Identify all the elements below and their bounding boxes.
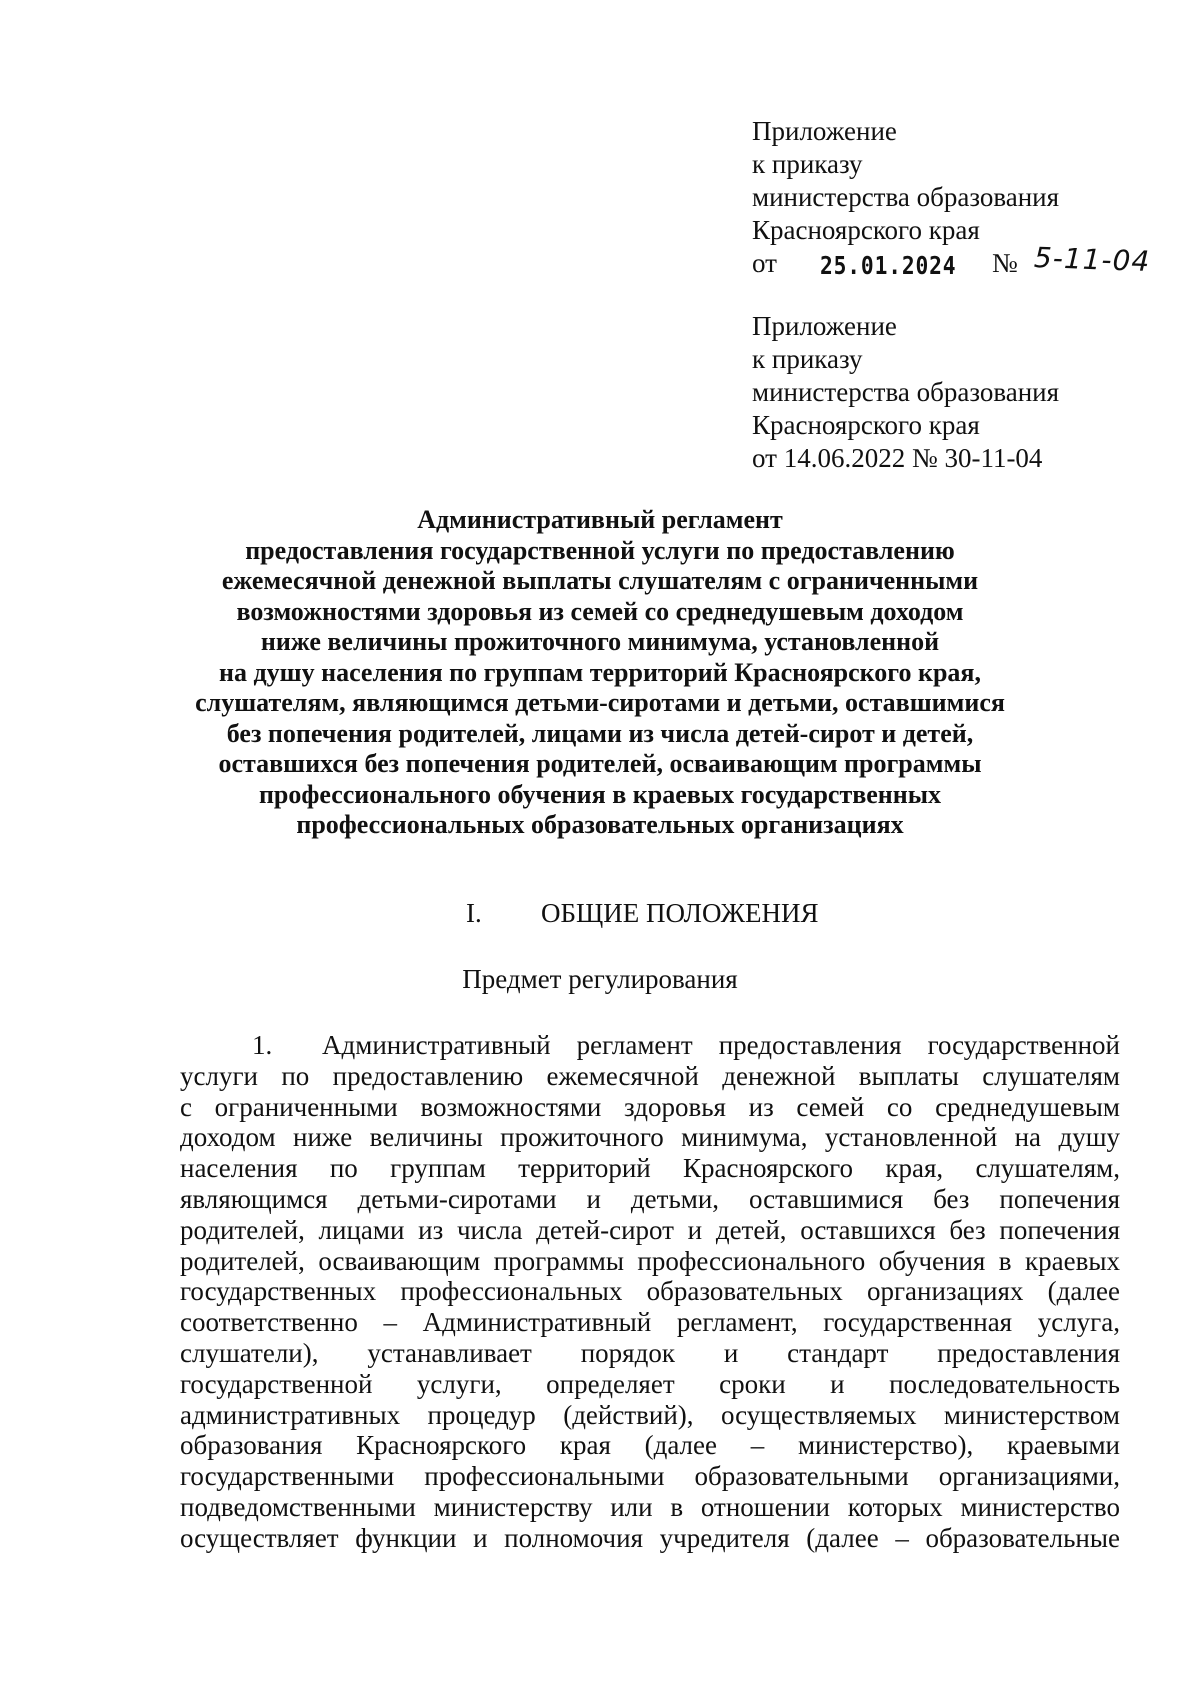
annex-previous-line: Приложение <box>752 311 897 341</box>
paragraph-line <box>180 1030 1120 1061</box>
paragraph-line: доходом ниже величины прожиточного минимума, установленной на душу <box>180 1122 1120 1153</box>
title-line: профессиональных образовательных организациях <box>296 810 904 839</box>
number-label: № <box>992 248 1018 278</box>
paragraph-line: административных процедур (действий), осуществляемых министерством <box>180 1399 1120 1430</box>
annex-previous-line: к приказу <box>752 344 863 374</box>
title-line: Административный регламент <box>417 505 783 534</box>
paragraph-number: 1. <box>252 1030 273 1060</box>
paragraph-line: родителей, лицами из числа детей-сирот и детей, оставшихся без попечения <box>180 1214 1120 1245</box>
paragraph-line: услуги по предоставлению ежемесячной денежной выплаты слушателям <box>180 1060 1120 1091</box>
paragraph-line: с ограниченными возможностями здоровья из семей со среднедушевым <box>180 1091 1120 1122</box>
section-title: ОБЩИЕ ПОЛОЖЕНИЯ <box>541 898 819 928</box>
paragraph-line-text: Административный регламент предоставления государственной <box>322 1030 1120 1060</box>
paragraph-line: соответственно – Административный регламент, государственная услуга, <box>180 1307 1120 1338</box>
date-prefix: от <box>752 248 777 278</box>
order-number-handwritten: 5-11-04 <box>1033 241 1151 279</box>
paragraph-1 <box>180 1030 1120 1554</box>
title-line: оставшихся без попечения родителей, осваивающим программы <box>218 749 982 778</box>
annex-current-line: Приложение <box>752 116 897 146</box>
document-title <box>150 505 1050 841</box>
title-line: на душу населения по группам территорий Красноярского края, <box>219 657 981 687</box>
order-date-stamp: 25.01.2024 <box>820 251 957 280</box>
paragraph-line: населения по группам территорий Красноярского края, слушателям, <box>180 1153 1120 1184</box>
annex-previous-line: министерства образования <box>752 377 1060 407</box>
section-number: I. <box>466 898 482 928</box>
title-line: ежемесячной денежной выплаты слушателям с ограниченными <box>221 566 979 595</box>
title-line: профессионального обучения в краевых государственных <box>258 779 942 809</box>
paragraph-line: подведомственными министерству или в отношении которых министерство <box>180 1491 1120 1522</box>
title-line: возможностями здоровья из семей со среднедушевым доходом <box>236 596 964 626</box>
paragraph-line: слушатели), устанавливает порядок и стандарт предоставления <box>180 1337 1120 1368</box>
annex-current-line: Красноярского края <box>752 215 980 245</box>
paragraph-line: родителей, осваивающим программы профессионального обучения в краевых <box>180 1245 1120 1276</box>
annex-current-line: министерства образования <box>752 182 1060 212</box>
title-line: без попечения родителей, лицами из числа детей-сирот и детей, <box>226 718 974 748</box>
title-line: ниже величины прожиточного минимума, установленной <box>260 627 940 656</box>
annex-previous-block <box>752 310 1059 475</box>
annex-current-block <box>752 115 1151 280</box>
paragraph-line: государственной услуги, определяет сроки и последовательность <box>180 1368 1120 1399</box>
paragraph-line: являющимся детьми-сиротами и детьми, оставшимися без попечения <box>180 1183 1120 1214</box>
annex-date-number-line <box>752 241 1151 280</box>
paragraph-line: осуществляет функции и полномочия учредителя (далее – образовательные <box>180 1522 1120 1553</box>
title-line: слушателям, являющимся детьми-сиротами и детьми, оставшимися <box>195 688 1005 717</box>
paragraph-line: государственными профессиональными образовательными организациями, <box>180 1461 1120 1492</box>
annex-previous-line: Красноярского края <box>752 410 980 440</box>
annex-current-line: к приказу <box>752 149 863 179</box>
annex-previous-line: от 14.06.2022 № 30-11-04 <box>752 443 1043 473</box>
paragraph-line: образования Красноярского края (далее – министерство), краевыми <box>180 1430 1120 1461</box>
subsection-heading: Предмет регулирования <box>462 964 738 994</box>
paragraph-line: государственных профессиональных образовательных организациях (далее <box>180 1276 1120 1307</box>
title-line: предоставления государственной услуги по предоставлению <box>245 535 955 565</box>
